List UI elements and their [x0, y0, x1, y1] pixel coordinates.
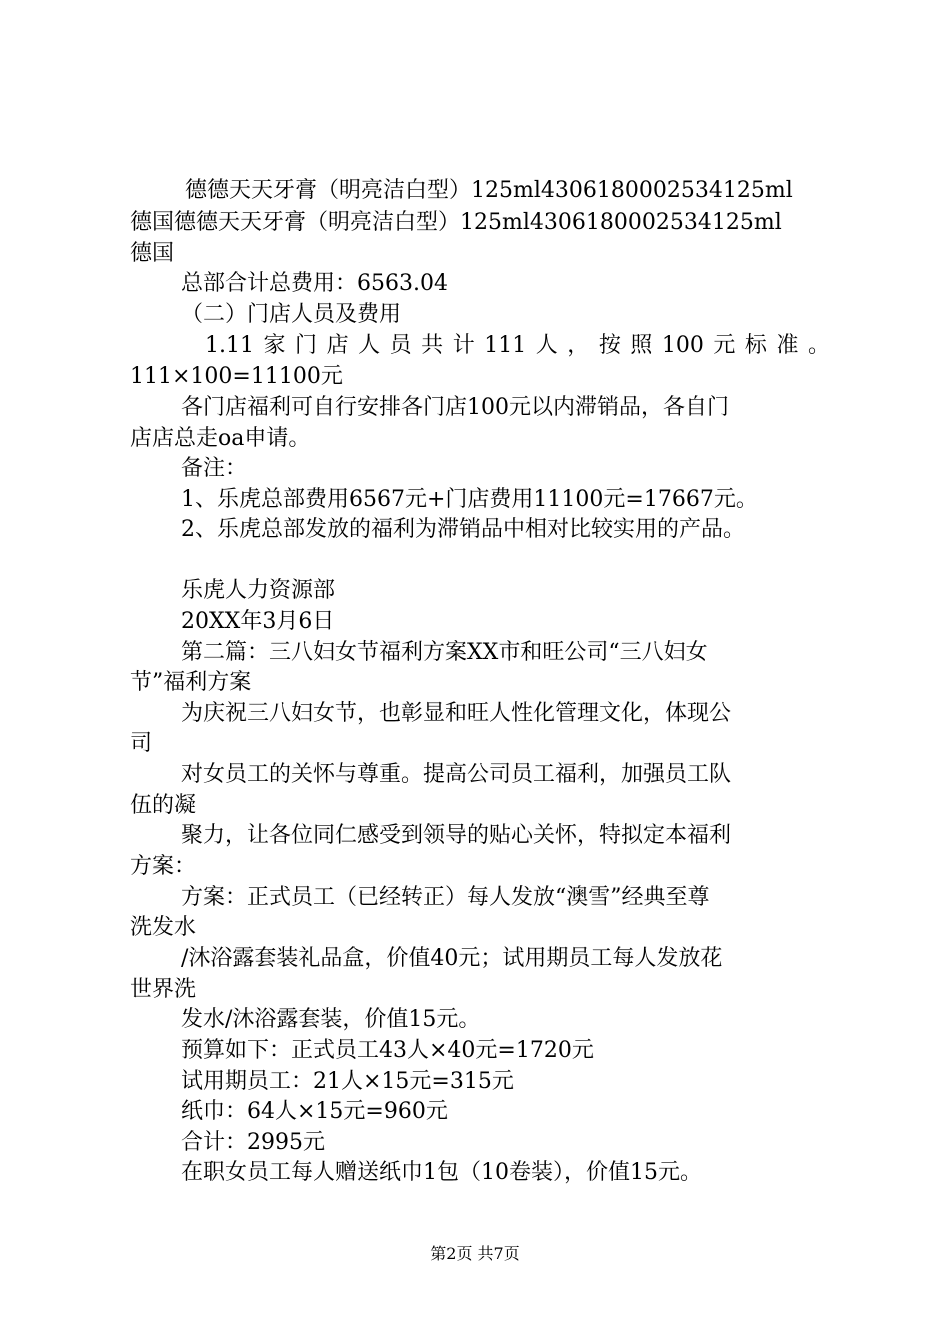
- section-heading-store-staff: （二）门店人员及费用: [181, 302, 402, 327]
- text-line-25: /沐浴露套装礼品盒，价值40元；试用期员工每人发放花: [181, 946, 723, 971]
- budget-line-1: 预算如下：正式员工43人×40元=1720元: [181, 1038, 594, 1063]
- text-line-24: 洗发水: [130, 915, 197, 940]
- text-line-23: 方案：正式员工（已经转正）每人发放“澳雪”经典至尊: [181, 885, 710, 910]
- text-line-20: 伍的凝: [130, 793, 197, 818]
- remark-item-1: 1、乐虎总部费用6567元+门店费用11100元=17667元。: [181, 487, 758, 512]
- text-line-1: 德德天天牙膏（明亮洁白型）125ml4306180002534125ml: [185, 178, 793, 203]
- text-line-21: 聚力，让各位同仁感受到领导的贴心关怀，特拟定本福利: [181, 823, 732, 848]
- text-line-19: 对女员工的关怀与尊重。提高公司员工福利，加强员工队: [181, 762, 732, 787]
- text-line-4: 总部合计总费用：6563.04: [181, 271, 448, 296]
- text-line-22: 方案：: [130, 854, 197, 879]
- text-line-16: 节”福利方案: [130, 670, 252, 695]
- text-line-8: 各门店福利可自行安排各门店100元以内滞销品，各自门: [181, 395, 729, 420]
- text-line-7: 111×100=11100元: [130, 364, 343, 389]
- text-line-18: 司: [130, 731, 153, 756]
- remark-item-2: 2、乐虎总部发放的福利为滞销品中相对比较实用的产品。: [181, 517, 745, 542]
- text-line-26: 世界洗: [130, 977, 197, 1002]
- signature-date: 20XX年3月6日: [181, 609, 335, 634]
- text-line-9: 店店总走oa申请。: [130, 426, 311, 451]
- text-line-6: 1.11家门店人员共计111人，按照100元标准。: [205, 333, 830, 358]
- text-line-3: 德国: [130, 241, 175, 266]
- budget-line-3: 纸巾：64人×15元=960元: [181, 1099, 448, 1124]
- chapter-two-title: 第二篇：三八妇女节福利方案XX市和旺公司“三八妇女: [181, 640, 708, 665]
- page-number-footer: 第2页 共7页: [430, 1244, 520, 1263]
- budget-line-2: 试用期员工：21人×15元=315元: [181, 1069, 514, 1094]
- remarks-heading: 备注：: [181, 456, 248, 481]
- text-line-17: 为庆祝三八妇女节，也彰显和旺人性化管理文化，体现公: [181, 701, 732, 726]
- text-line-2: 德国德德天天牙膏（明亮洁白型）125ml4306180002534125ml: [130, 210, 782, 235]
- signature-department: 乐虎人力资源部: [181, 578, 336, 603]
- budget-total: 合计：2995元: [181, 1130, 325, 1155]
- text-line-27: 发水/沐浴露套装，价值15元。: [181, 1007, 481, 1032]
- text-line-32: 在职女员工每人赠送纸巾1包（10卷装），价值15元。: [181, 1160, 702, 1185]
